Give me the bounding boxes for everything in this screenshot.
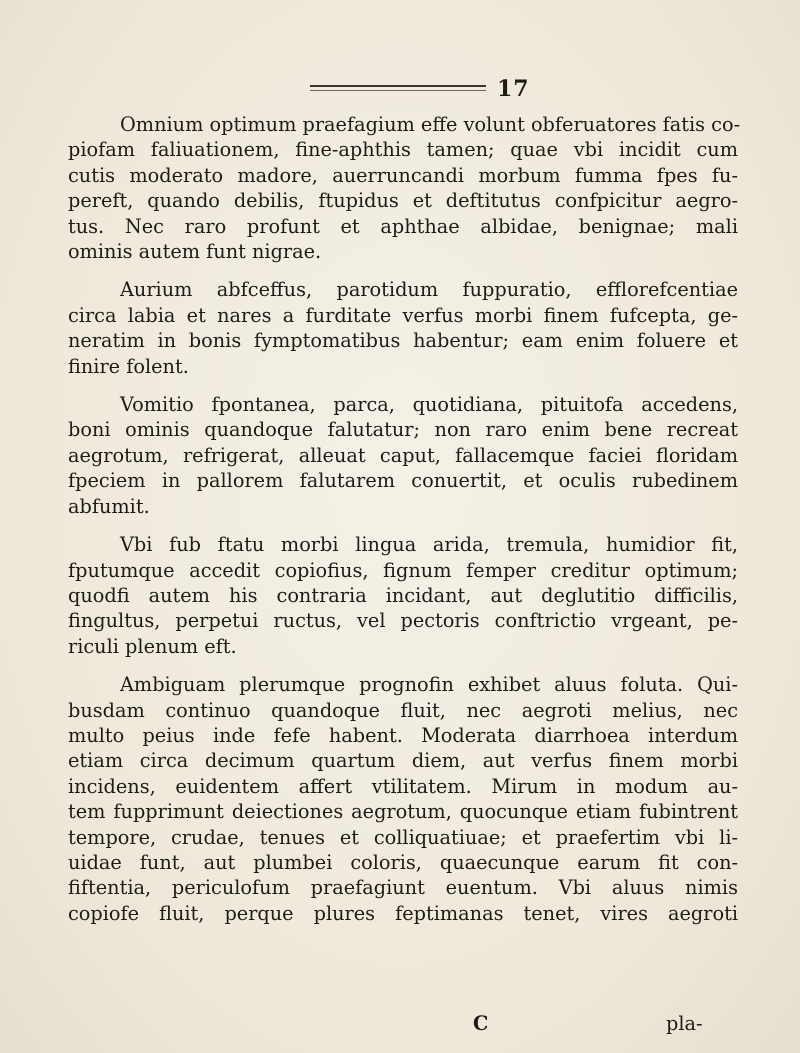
signature-mark: C (473, 1012, 489, 1035)
text-line: fputumque accedit copiofius, fignum femper creditur optimum; (68, 558, 738, 582)
text-line: Vomitio fpontanea, parca, quotidiana, pituitofa accedens, (120, 393, 738, 417)
text-line: circa labia et nares a furditate verfus morbi finem fufcepta, ge- (68, 303, 738, 327)
paragraph (68, 112, 741, 264)
text-line: Vbi fub ftatu morbi lingua arida, tremula, humidior fit, (120, 533, 738, 557)
page-header (0, 76, 800, 106)
text-line: Ambiguam plerumque prognofin exhibet aluus foluta. Qui- (120, 673, 738, 697)
text-line: tus. Nec raro profunt et aphthae albidae, benignae; mali (68, 214, 738, 238)
page-footer (68, 1012, 738, 1038)
text-line: fingultus, perpetui ructus, vel pectoris conftrictio vrgeant, pe- (68, 609, 738, 633)
text-line: riculi plenum eft. (68, 634, 237, 658)
paragraph (68, 532, 738, 659)
text-line: finire folent. (68, 354, 189, 378)
paragraph (68, 392, 738, 519)
text-line: pereft, quando debilis, ftupidus et deftitutus confpicitur aegro- (68, 189, 738, 213)
text-line: quodfi autem his contraria incidant, aut deglutitio difficilis, (68, 583, 738, 607)
text-line: Aurium abfceffus, parotidum fuppuratio, efflorefcentiae (120, 278, 738, 302)
text-line: tem fupprimunt deiectiones aegrotum, quocunque etiam fubintrent (68, 800, 738, 824)
text-line: busdam continuo quandoque fluit, nec aegroti melius, nec (68, 698, 738, 722)
text-line: uidae funt, aut plumbei coloris, quaecunque earum fit con- (68, 850, 738, 874)
header-rule (310, 85, 486, 87)
text-line: tempore, crudae, tenues et colliquatiuae; et praefertim vbi li- (68, 825, 738, 849)
text-line: cutis moderato madore, auerruncandi morbum fumma fpes fu- (68, 163, 738, 187)
text-line: piofam faliuationem, fine-aphthis tamen; quae vbi incidit cum (68, 138, 738, 162)
text-line: ominis autem funt nigrae. (68, 240, 322, 264)
text-line: Omnium optimum praefagium effe volunt obferuatores fatis co- (120, 113, 741, 136)
text-line: fpeciem in pallorem falutarem conuertit, et oculis rubedinem (68, 469, 738, 493)
page-number: 17 (497, 76, 530, 102)
text-line: copiofe fluit, perque plures feptimanas tenet, vires aegroti (68, 901, 738, 925)
text-line: fiftentia, periculofum praefagiunt euentum. Vbi aluus nimis (68, 876, 738, 900)
header-rule-thin (310, 90, 486, 91)
text-line: multo peius inde fefe habent. Moderata diarrhoea interdum (68, 723, 738, 747)
text-body (68, 112, 741, 939)
paragraph (68, 672, 738, 926)
text-line: abfumit. (68, 494, 150, 518)
text-line: etiam circa decimum quartum diem, aut verfus finem morbi (68, 749, 738, 773)
text-line: boni ominis quandoque falutatur; non raro enim bene recreat (68, 418, 738, 442)
text-line: incidens, euidentem affert vtilitatem. Mirum in modum au- (68, 774, 738, 798)
text-line: aegrotum, refrigerat, alleuat caput, fallacemque faciei floridam (68, 443, 738, 467)
paragraph (68, 277, 738, 379)
catchword: pla- (666, 1012, 703, 1035)
text-line: neratim in bonis fymptomatibus habentur; eam enim foluere et (68, 329, 738, 353)
